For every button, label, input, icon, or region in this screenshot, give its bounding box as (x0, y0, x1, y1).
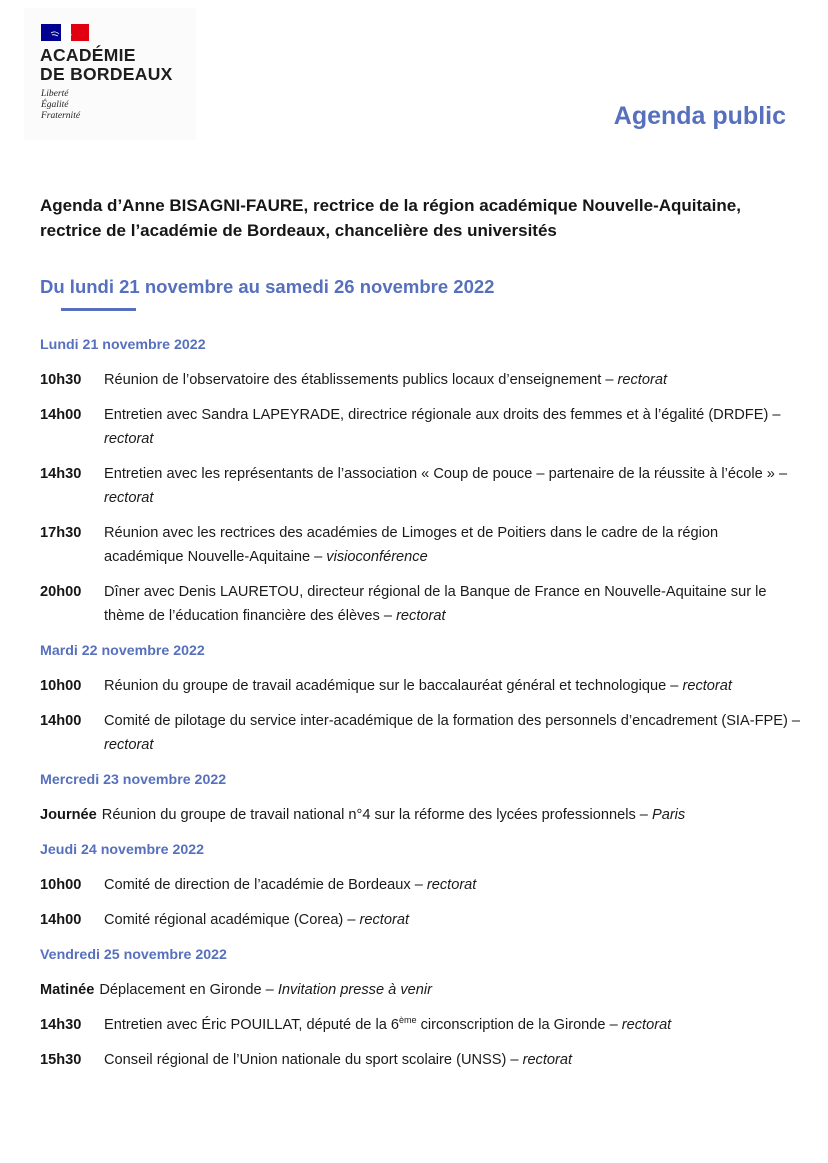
agenda-entry (40, 1048, 800, 1072)
entry-text: Entretien avec Sandra LAPEYRADE, directrice régionale aux droits des femmes et à l’égalité (DRDFE) – (104, 407, 781, 423)
entry-location: rectorat (104, 490, 154, 506)
entry-description (104, 462, 800, 510)
agenda-days (40, 336, 800, 1086)
agenda-entry (40, 803, 800, 827)
entry-time: 10h00 (40, 678, 82, 694)
entry-location: rectorat (426, 877, 477, 893)
entry-location: rectorat (522, 1052, 573, 1068)
entry-location: Paris (651, 807, 686, 823)
day-title: Mardi 22 novembre 2022 (40, 643, 205, 659)
entry-description (102, 803, 800, 827)
entry-text-after: circonscription de la Gironde – (416, 1017, 622, 1033)
entry-time: Matinée (40, 982, 95, 998)
agenda-day (40, 771, 800, 827)
entry-description (104, 908, 800, 932)
agenda-entry (40, 978, 800, 1002)
entry-description (104, 1013, 800, 1037)
entry-time: 14h30 (40, 466, 82, 482)
page-title: Agenda public (613, 102, 786, 130)
agenda-day (40, 946, 800, 1072)
entry-text: Réunion du groupe de travail académique sur le baccalauréat général et technologique – (104, 678, 683, 694)
entry-location: rectorat (621, 1017, 672, 1033)
agenda-entry (40, 1013, 800, 1037)
entry-time: 20h00 (40, 584, 82, 600)
day-title: Jeudi 24 novembre 2022 (40, 842, 205, 858)
entry-text: Entretien avec les représentants de l’association « Coup de pouce – partenaire de la réussite à l’école » – (104, 466, 788, 482)
agenda-heading: Agenda d’Anne BISAGNI-FAURE, rectrice de la région académique Nouvelle-Aquitaine, rectrice de l’académie de Bordeaux, chancelière des universités (40, 196, 741, 240)
entry-time: 14h00 (40, 407, 82, 423)
entry-time: 14h30 (40, 1017, 82, 1033)
agenda-entry (40, 674, 800, 698)
period-title: Du lundi 21 novembre au samedi 26 novembre 2022 (40, 276, 495, 297)
entry-time: 17h30 (40, 525, 82, 541)
entry-time: 14h00 (40, 912, 82, 928)
entry-text: Dîner avec Denis LAURETOU, directeur régional de la Banque de France en Nouvelle-Aquitaine sur le thème de l’éducation financière des élèves – (104, 584, 767, 624)
agenda-entry (40, 521, 800, 569)
agenda-entry (40, 403, 800, 451)
entry-location: Invitation presse à venir (277, 982, 432, 998)
entry-time: 14h00 (40, 713, 82, 729)
day-title: Mercredi 23 novembre 2022 (40, 772, 227, 788)
entry-time: 10h30 (40, 372, 82, 388)
agenda-entry (40, 368, 800, 392)
entry-text: Réunion de l’observatoire des établissements publics locaux d’enseignement – (104, 372, 618, 388)
entry-description (104, 403, 800, 451)
entry-text: Comité régional académique (Corea) – (104, 912, 360, 928)
agenda-entry (40, 580, 800, 628)
entry-text: Entretien avec Éric POUILLAT, député de la 6 (104, 1017, 400, 1033)
day-title: Vendredi 25 novembre 2022 (40, 947, 227, 963)
motto-liberte: Liberté (41, 89, 69, 99)
entry-text: Déplacement en Gironde – (99, 982, 278, 998)
period-underline (61, 308, 136, 311)
entry-text: Réunion du groupe de travail national n°4 sur la réforme des lycées professionnels – (101, 807, 652, 823)
entry-location: rectorat (104, 431, 154, 447)
marianne-flag-icon (41, 24, 89, 41)
entry-description (104, 580, 800, 628)
entry-superscript: ème (399, 1015, 417, 1026)
entry-description (99, 978, 800, 1002)
agenda-entry (40, 873, 800, 897)
day-title: Lundi 21 novembre 2022 (40, 337, 206, 353)
entry-location: rectorat (104, 737, 154, 753)
entry-description (104, 709, 800, 757)
entry-text: Réunion avec les rectrices des académies de Limoges et de Poitiers dans le cadre de la région académique Nouvelle-Aquitaine – (104, 525, 719, 565)
agenda-entry (40, 462, 800, 510)
logo-motto (41, 89, 80, 122)
entry-location: rectorat (396, 608, 446, 624)
motto-egalite: Égalité (41, 100, 69, 110)
entry-description (104, 368, 800, 392)
entry-text: Conseil régional de l’Union nationale du sport scolaire (UNSS) – (104, 1052, 523, 1068)
logo-title-line2: DE BORDEAUX (40, 64, 173, 84)
entry-description (104, 1048, 800, 1072)
agenda-day (40, 841, 800, 932)
agenda-day (40, 642, 800, 757)
entry-description (104, 674, 800, 698)
entry-text: Comité de pilotage du service inter-académique de la formation des personnels d’encadrement (SIA-FPE) – (104, 713, 800, 729)
logo-title-line1: ACADÉMIE (40, 45, 136, 65)
agenda-day (40, 336, 800, 628)
logo-title (40, 46, 173, 84)
entry-time: Journée (40, 807, 97, 823)
entry-text: Comité de direction de l’académie de Bordeaux – (104, 877, 427, 893)
entry-time: 10h00 (40, 877, 82, 893)
entry-location: visioconférence (326, 549, 428, 565)
motto-fraternite: Fraternité (41, 111, 81, 121)
entry-description (104, 521, 800, 569)
entry-location: rectorat (617, 372, 668, 388)
agenda-entry (40, 709, 800, 757)
agenda-entry (40, 908, 800, 932)
entry-time: 15h30 (40, 1052, 82, 1068)
entry-location: rectorat (359, 912, 410, 928)
entry-location: rectorat (682, 678, 732, 694)
entry-description (104, 873, 800, 897)
